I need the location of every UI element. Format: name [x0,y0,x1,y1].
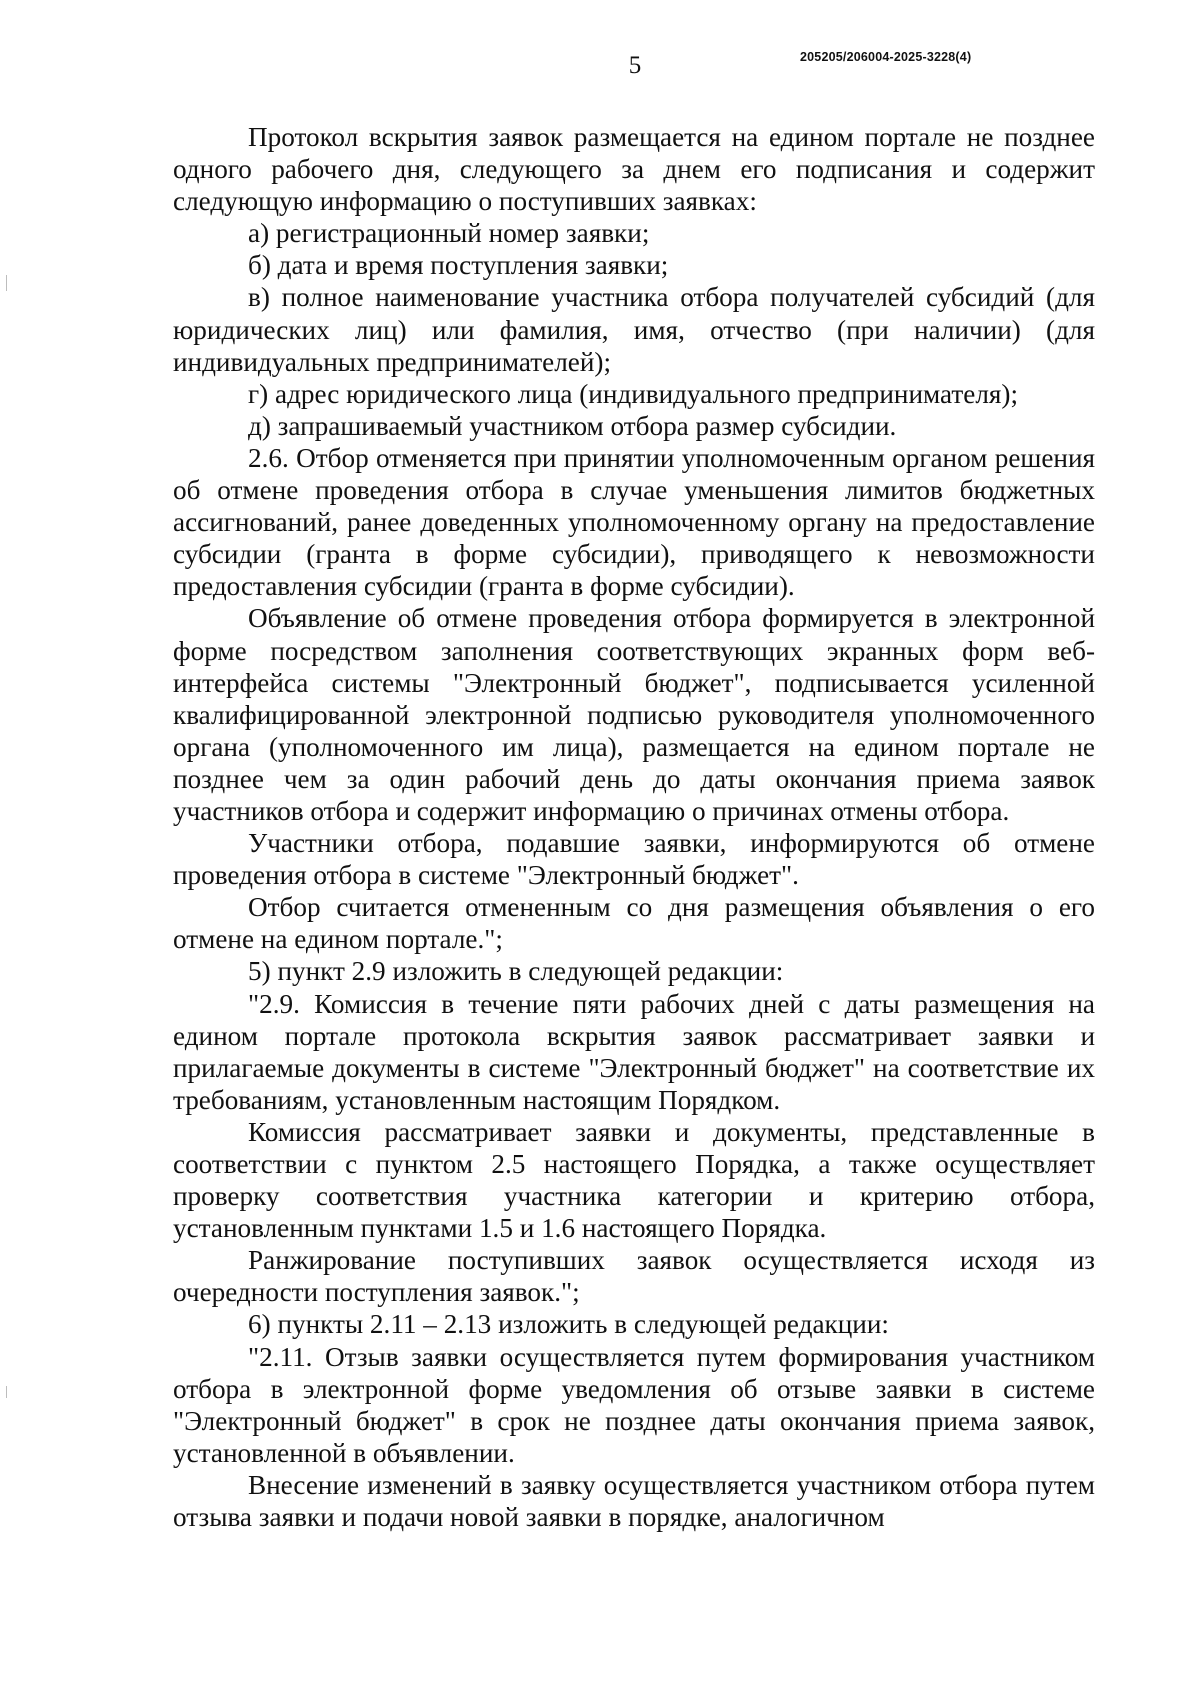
paragraph: Внесение изменений в заявку осуществляется участником отбора путем отзыва заявки и подачи новой заявки в порядке, аналогичном [173,1469,1095,1533]
paragraph: г) адрес юридического лица (индивидуального предпринимателя); [248,378,1018,409]
paragraph: "2.11. Отзыв заявки осуществляется путем формирования участником отбора в электронной форме уведомления об отзыве заявки в системе "Электронный бюджет" в срок не позднее даты окончания приема заявок, установленной в объявлении. [173,1341,1095,1468]
paragraph: б) дата и время поступления заявки; [248,250,669,281]
page-number: 5 [628,52,642,79]
paragraph: Ранжирование поступивших заявок осуществляется исходя из очередности поступления заявок."; [173,1245,1095,1308]
paragraph: д) запрашиваемый участником отбора размер субсидии. [248,410,897,441]
document-code: 205205/206004-2025-3228(4) [800,50,972,64]
paragraph: в) полное наименование участника отбора получателей субсидий (для юридических лиц) или фамилия, имя, отчество (при наличии) (для индивидуальных предпринимателей); [173,282,1095,377]
paragraph: Участники отбора, подавшие заявки, информируются об отмене проведения отбора в системе "Электронный бюджет". [173,828,1095,891]
paragraph: "2.9. Комиссия в течение пяти рабочих дней с даты размещения на едином портале протокола вскрытия заявок рассматривает заявки и прилагаемые документы в системе "Электронный бюджет" на соответствие их требованиям, установленным настоящим Порядком. [173,988,1095,1115]
document-body [173,121,1095,1533]
scan-margin-mark [6,275,7,291]
scan-margin-mark [6,1386,7,1398]
paragraph: Протокол вскрытия заявок размещается на едином портале не позднее одного рабочего дня, следующего за днем его подписания и содержит следующую информацию о поступивших заявках: [173,122,1095,217]
paragraph: 6) пункты 2.11 – 2.13 изложить в следующей редакции: [248,1309,889,1340]
paragraph: Объявление об отмене проведения отбора формируется в электронной форме посредством заполнения соответствующих экранных форм веб-интерфейса системы "Электронный бюджет", подписывается усиленной квалифицированной электронной подписью руководителя уполномоченного органа (уполномоченного им лица), размещается на едином портале не позднее чем за один рабочий день до даты окончания приема заявок участников отбора и содержит информацию о причинах отмены отбора. [173,603,1095,826]
paragraph: 5) пункт 2.9 изложить в следующей редакции: [248,956,784,987]
paragraph: Отбор считается отмененным со дня размещения объявления о его отмене на едином портале."; [173,892,1095,955]
paragraph: 2.6. Отбор отменяется при принятии уполномоченным органом решения об отмене проведения отбора в случае уменьшения лимитов бюджетных ассигнований, ранее доведенных уполномоченному органу на предоставление субсидии (гранта в форме субсидии), приводящего к невозможности предоставления субсидии (гранта в форме субсидии). [173,442,1095,602]
paragraph: Комиссия рассматривает заявки и документы, представленные в соответствии с пунктом 2.5 настоящего Порядка, а также осуществляет проверку соответствия участника категории и критерию отбора, установленным пунктами 1.5 и 1.6 настоящего Порядка. [173,1116,1095,1244]
paragraph: а) регистрационный номер заявки; [248,218,650,249]
